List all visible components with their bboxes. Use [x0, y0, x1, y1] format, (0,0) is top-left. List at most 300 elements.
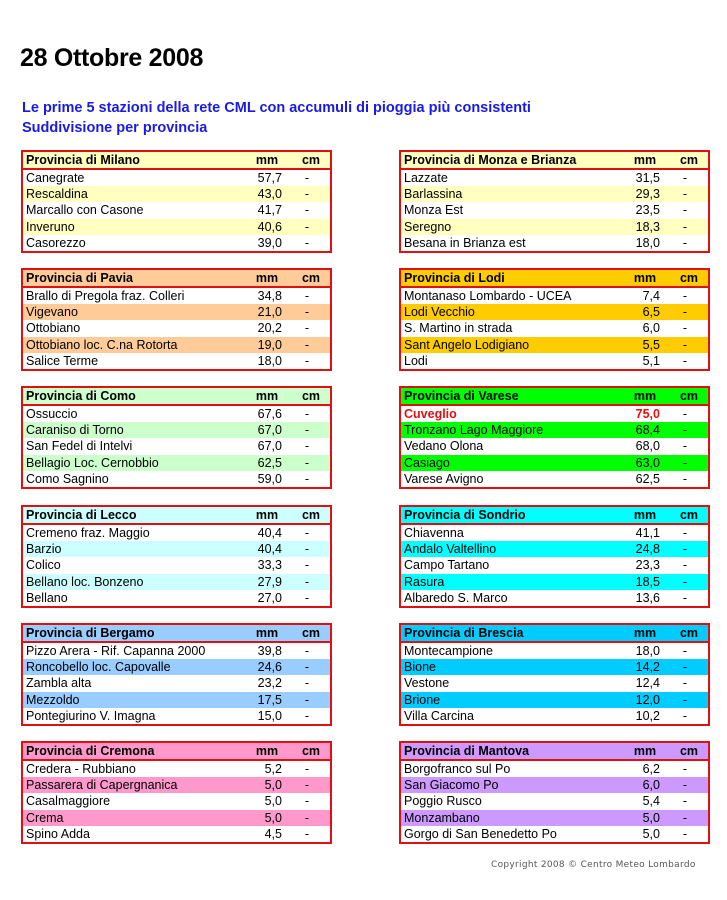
station-rain-mm: 27,9: [257, 574, 282, 589]
station-rain-mm: 41,1: [635, 525, 660, 540]
station-rain-mm: 12,4: [635, 676, 660, 691]
column-header-mm: mm: [633, 508, 657, 522]
station-name: Como Sagnino: [26, 472, 109, 487]
station-snow-cm: -: [304, 337, 310, 352]
station-rain-mm: 39,0: [257, 236, 282, 251]
station-row: [401, 170, 708, 186]
station-rain-mm: 40,4: [257, 525, 282, 540]
station-name: Bellano loc. Bonzeno: [26, 574, 144, 589]
province-name: Provincia di Como: [26, 389, 136, 403]
station-rain-mm: 6,5: [642, 304, 660, 319]
station-rain-mm: 5,0: [642, 810, 660, 825]
station-rain-mm: 5,2: [264, 761, 282, 776]
station-rain-mm: 40,6: [257, 219, 282, 234]
station-rain-mm: 24,6: [257, 659, 282, 674]
column-header-cm: cm: [301, 153, 321, 167]
station-row: [401, 761, 708, 777]
station-row: [23, 826, 330, 842]
station-rain-mm: 41,7: [257, 203, 282, 218]
station-row: [23, 288, 330, 304]
station-name: Albaredo S. Marco: [404, 591, 508, 606]
station-name: Ottobiano: [26, 321, 81, 336]
station-rain-mm: 62,5: [635, 472, 660, 487]
station-name: Pontegiurino V. Imagna: [26, 709, 156, 724]
column-header-mm: mm: [255, 271, 279, 285]
column-header-mm: mm: [255, 626, 279, 640]
station-name: Gorgo di San Benedetto Po: [404, 827, 557, 842]
station-snow-cm: -: [304, 558, 310, 573]
station-name: Cuveglio: [404, 406, 457, 421]
station-row: [23, 471, 330, 487]
province-header: [23, 270, 330, 288]
column-header-cm: cm: [679, 389, 699, 403]
station-snow-cm: -: [304, 827, 310, 842]
station-snow-cm: -: [682, 541, 688, 556]
station-name: Chiavenna: [404, 525, 464, 540]
copyright-notice: Copyright 2008 © Centro Meteo Lombardo: [491, 860, 696, 870]
station-row: [23, 692, 330, 708]
station-name: Rasura: [404, 574, 445, 589]
station-rain-mm: 67,0: [257, 439, 282, 454]
station-row: [401, 675, 708, 691]
station-name: Zambla alta: [26, 676, 92, 691]
station-row: [401, 438, 708, 454]
station-rain-mm: 7,4: [642, 288, 660, 303]
station-row: [401, 590, 708, 606]
station-name: Passarera di Capergnanica: [26, 777, 178, 792]
province-header: [401, 743, 708, 761]
province-header: [23, 625, 330, 643]
province-name: Provincia di Monza e Brianza: [404, 153, 577, 167]
station-snow-cm: -: [304, 810, 310, 825]
column-header-cm: cm: [301, 508, 321, 522]
station-rain-mm: 62,5: [257, 455, 282, 470]
station-rain-mm: 5,0: [264, 794, 282, 809]
province-table-lodi: [399, 268, 710, 371]
station-snow-cm: -: [304, 422, 310, 437]
station-rain-mm: 59,0: [257, 472, 282, 487]
station-row: [23, 525, 330, 541]
station-snow-cm: -: [304, 203, 310, 218]
province-table-mantova: [399, 741, 710, 844]
station-rain-mm: 4,5: [264, 827, 282, 842]
station-row: [23, 202, 330, 218]
station-snow-cm: -: [304, 709, 310, 724]
station-snow-cm: -: [682, 304, 688, 319]
station-rain-mm: 40,4: [257, 541, 282, 556]
station-name: Rescaldina: [26, 186, 88, 201]
station-snow-cm: -: [682, 203, 688, 218]
station-name: Vestone: [404, 676, 450, 691]
station-snow-cm: -: [304, 219, 310, 234]
station-snow-cm: -: [682, 337, 688, 352]
station-snow-cm: -: [682, 643, 688, 658]
province-header: [23, 152, 330, 170]
station-rain-mm: 5,0: [264, 777, 282, 792]
station-row: [23, 320, 330, 336]
station-rain-mm: 18,3: [635, 219, 660, 234]
column-header-mm: mm: [633, 389, 657, 403]
station-row: [23, 170, 330, 186]
station-name: Marcallo con Casone: [26, 203, 144, 218]
station-rain-mm: 15,0: [257, 709, 282, 724]
station-snow-cm: -: [304, 777, 310, 792]
station-rain-mm: 29,3: [635, 186, 660, 201]
station-rain-mm: 18,0: [635, 643, 660, 658]
station-name: Casiago: [404, 455, 450, 470]
station-name: Barzio: [26, 541, 62, 556]
station-row: [23, 708, 330, 724]
column-header-cm: cm: [679, 626, 699, 640]
station-snow-cm: -: [304, 761, 310, 776]
station-rain-mm: 5,0: [642, 827, 660, 842]
station-row: [401, 288, 708, 304]
station-name: Andalo Valtellino: [404, 541, 497, 556]
station-row: [401, 235, 708, 251]
station-rain-mm: 75,0: [635, 406, 660, 421]
station-name: Ossuccio: [26, 406, 78, 421]
station-snow-cm: -: [304, 288, 310, 303]
station-snow-cm: -: [304, 591, 310, 606]
province-name: Provincia di Milano: [26, 153, 140, 167]
station-name: Montanaso Lombardo - UCEA: [404, 288, 572, 303]
station-name: S. Martino in strada: [404, 321, 513, 336]
station-row: [23, 574, 330, 590]
province-name: Provincia di Varese: [404, 389, 519, 403]
column-header-cm: cm: [679, 153, 699, 167]
station-snow-cm: -: [682, 659, 688, 674]
station-row: [23, 777, 330, 793]
province-header: [401, 625, 708, 643]
province-table-pavia: [21, 268, 332, 371]
province-header: [23, 507, 330, 525]
station-rain-mm: 6,0: [642, 777, 660, 792]
province-name: Provincia di Cremona: [26, 744, 155, 758]
station-row: [23, 659, 330, 675]
station-snow-cm: -: [304, 321, 310, 336]
station-snow-cm: -: [304, 406, 310, 421]
station-rain-mm: 14,2: [635, 659, 660, 674]
province-name: Provincia di Brescia: [404, 626, 524, 640]
station-rain-mm: 63,0: [635, 455, 660, 470]
station-name: Inveruno: [26, 219, 75, 234]
station-snow-cm: -: [304, 541, 310, 556]
province-table-lecco: [21, 505, 332, 608]
province-header: [23, 388, 330, 406]
column-header-mm: mm: [633, 153, 657, 167]
station-snow-cm: -: [682, 777, 688, 792]
station-name: Roncobello loc. Capovalle: [26, 659, 171, 674]
station-rain-mm: 5,1: [642, 354, 660, 369]
station-name: Bione: [404, 659, 436, 674]
station-name: Brallo di Pregola fraz. Colleri: [26, 288, 185, 303]
station-name: Vigevano: [26, 304, 78, 319]
station-row: [401, 455, 708, 471]
station-row: [401, 525, 708, 541]
station-name: Barlassina: [404, 186, 463, 201]
column-header-cm: cm: [301, 744, 321, 758]
station-row: [401, 320, 708, 336]
province-table-bergamo: [21, 623, 332, 726]
station-snow-cm: -: [304, 236, 310, 251]
province-table-milano: [21, 150, 332, 253]
station-row: [401, 186, 708, 202]
column-header-cm: cm: [301, 626, 321, 640]
station-name: Campo Tartano: [404, 558, 490, 573]
province-header: [401, 270, 708, 288]
station-name: Caraniso di Torno: [26, 422, 124, 437]
column-header-mm: mm: [255, 508, 279, 522]
station-snow-cm: -: [304, 304, 310, 319]
station-snow-cm: -: [682, 591, 688, 606]
station-name: Varese Avigno: [404, 472, 484, 487]
page-title: 28 Ottobre 2008: [20, 44, 204, 72]
station-row: [23, 353, 330, 369]
station-snow-cm: -: [304, 643, 310, 658]
station-snow-cm: -: [682, 827, 688, 842]
province-name: Provincia di Sondrio: [404, 508, 526, 522]
province-header: [401, 152, 708, 170]
station-name: Villa Carcina: [404, 709, 474, 724]
station-row: [23, 541, 330, 557]
province-table-sondrio: [399, 505, 710, 608]
station-row: [23, 337, 330, 353]
station-rain-mm: 21,0: [257, 304, 282, 319]
station-name: Cremeno fraz. Maggio: [26, 525, 150, 540]
station-name: Poggio Rusco: [404, 794, 482, 809]
station-name: Salice Terme: [26, 354, 99, 369]
station-snow-cm: -: [304, 186, 310, 201]
province-name: Provincia di Pavia: [26, 271, 133, 285]
station-name: Spino Adda: [26, 827, 90, 842]
station-name: Monzambano: [404, 810, 480, 825]
station-snow-cm: -: [682, 761, 688, 776]
station-snow-cm: -: [304, 659, 310, 674]
station-name: Monza Est: [404, 203, 464, 218]
station-name: San Giacomo Po: [404, 777, 499, 792]
station-rain-mm: 57,7: [257, 170, 282, 185]
subtitle-secondary: Suddivisione per provincia: [22, 120, 208, 136]
station-row: [23, 643, 330, 659]
station-name: Bellano: [26, 591, 68, 606]
station-name: Lazzate: [404, 170, 448, 185]
station-rain-mm: 12,0: [635, 692, 660, 707]
column-header-mm: mm: [633, 271, 657, 285]
column-header-cm: cm: [679, 744, 699, 758]
station-rain-mm: 6,2: [642, 761, 660, 776]
station-snow-cm: -: [304, 455, 310, 470]
station-snow-cm: -: [682, 472, 688, 487]
station-rain-mm: 5,5: [642, 337, 660, 352]
station-snow-cm: -: [682, 709, 688, 724]
station-rain-mm: 23,5: [635, 203, 660, 218]
station-snow-cm: -: [682, 354, 688, 369]
province-header: [401, 507, 708, 525]
province-name: Provincia di Mantova: [404, 744, 530, 758]
station-rain-mm: 34,8: [257, 288, 282, 303]
station-row: [23, 304, 330, 320]
station-rain-mm: 31,5: [635, 170, 660, 185]
column-header-mm: mm: [633, 626, 657, 640]
station-name: Montecampione: [404, 643, 493, 658]
station-rain-mm: 18,5: [635, 574, 660, 589]
province-table-monza: [399, 150, 710, 253]
station-snow-cm: -: [682, 692, 688, 707]
station-snow-cm: -: [304, 439, 310, 454]
station-rain-mm: 24,8: [635, 541, 660, 556]
station-row: [401, 557, 708, 573]
station-snow-cm: -: [682, 186, 688, 201]
station-row: [23, 557, 330, 573]
station-rain-mm: 10,2: [635, 709, 660, 724]
station-row: [401, 304, 708, 320]
station-name: Canegrate: [26, 170, 85, 185]
column-header-mm: mm: [255, 389, 279, 403]
station-row: [401, 219, 708, 235]
station-rain-mm: 6,0: [642, 321, 660, 336]
column-header-cm: cm: [679, 508, 699, 522]
station-snow-cm: -: [304, 692, 310, 707]
column-header-cm: cm: [301, 389, 321, 403]
station-snow-cm: -: [682, 676, 688, 691]
station-snow-cm: -: [682, 288, 688, 303]
station-snow-cm: -: [304, 676, 310, 691]
station-name: Vedano Olona: [404, 439, 484, 454]
station-snow-cm: -: [682, 219, 688, 234]
station-row: [23, 186, 330, 202]
station-snow-cm: -: [682, 558, 688, 573]
station-row: [401, 810, 708, 826]
station-rain-mm: 27,0: [257, 591, 282, 606]
station-row: [401, 471, 708, 487]
station-row: [401, 406, 708, 422]
station-name: Crema: [26, 810, 64, 825]
station-row: [23, 793, 330, 809]
station-snow-cm: -: [682, 236, 688, 251]
station-rain-mm: 68,4: [635, 422, 660, 437]
station-row: [401, 337, 708, 353]
station-name: Mezzoldo: [26, 692, 80, 707]
station-row: [23, 810, 330, 826]
station-snow-cm: -: [682, 406, 688, 421]
province-header: [23, 743, 330, 761]
station-row: [401, 708, 708, 724]
station-row: [23, 761, 330, 777]
station-name: Credera - Rubbiano: [26, 761, 136, 776]
station-rain-mm: 33,3: [257, 558, 282, 573]
station-row: [23, 590, 330, 606]
station-name: San Fedel di Intelvi: [26, 439, 133, 454]
station-snow-cm: -: [682, 321, 688, 336]
station-row: [23, 438, 330, 454]
column-header-mm: mm: [255, 744, 279, 758]
province-name: Provincia di Lodi: [404, 271, 505, 285]
station-snow-cm: -: [682, 422, 688, 437]
station-snow-cm: -: [682, 525, 688, 540]
station-name: Seregno: [404, 219, 452, 234]
column-header-mm: mm: [255, 153, 279, 167]
station-snow-cm: -: [682, 170, 688, 185]
station-rain-mm: 5,0: [264, 810, 282, 825]
station-row: [401, 202, 708, 218]
station-name: Lodi Vecchio: [404, 304, 475, 319]
column-header-mm: mm: [633, 744, 657, 758]
station-name: Sant Angelo Lodigiano: [404, 337, 530, 352]
station-rain-mm: 23,3: [635, 558, 660, 573]
station-snow-cm: -: [304, 472, 310, 487]
province-table-cremona: [21, 741, 332, 844]
station-rain-mm: 67,6: [257, 406, 282, 421]
station-row: [401, 692, 708, 708]
station-row: [23, 675, 330, 691]
station-name: Bellagio Loc. Cernobbio: [26, 455, 159, 470]
station-row: [401, 643, 708, 659]
station-row: [401, 541, 708, 557]
station-rain-mm: 39,8: [257, 643, 282, 658]
station-row: [401, 826, 708, 842]
station-row: [23, 235, 330, 251]
station-row: [23, 219, 330, 235]
station-row: [401, 353, 708, 369]
province-name: Provincia di Lecco: [26, 508, 137, 522]
station-name: Borgofranco sul Po: [404, 761, 511, 776]
station-snow-cm: -: [304, 170, 310, 185]
station-snow-cm: -: [682, 455, 688, 470]
station-name: Ottobiano loc. C.na Rotorta: [26, 337, 178, 352]
station-name: Casalmaggiore: [26, 794, 111, 809]
province-name: Provincia di Bergamo: [26, 626, 155, 640]
station-rain-mm: 18,0: [635, 236, 660, 251]
station-rain-mm: 23,2: [257, 676, 282, 691]
station-rain-mm: 20,2: [257, 321, 282, 336]
station-snow-cm: -: [304, 354, 310, 369]
station-name: Lodi: [404, 354, 428, 369]
station-row: [401, 777, 708, 793]
station-name: Colico: [26, 558, 61, 573]
station-row: [23, 422, 330, 438]
station-snow-cm: -: [304, 525, 310, 540]
station-rain-mm: 13,6: [635, 591, 660, 606]
station-row: [401, 659, 708, 675]
province-header: [401, 388, 708, 406]
station-snow-cm: -: [682, 810, 688, 825]
station-row: [23, 406, 330, 422]
station-name: Tronzano Lago Maggiore: [404, 422, 544, 437]
station-name: Casorezzo: [26, 236, 86, 251]
station-rain-mm: 5,4: [642, 794, 660, 809]
station-row: [401, 422, 708, 438]
subtitle-main: Le prime 5 stazioni della rete CML con accumuli di pioggia più consistenti: [22, 100, 531, 116]
station-snow-cm: -: [304, 794, 310, 809]
station-rain-mm: 17,5: [257, 692, 282, 707]
province-table-varese: [399, 386, 710, 489]
province-table-como: [21, 386, 332, 489]
station-snow-cm: -: [682, 794, 688, 809]
station-snow-cm: -: [304, 574, 310, 589]
station-rain-mm: 18,0: [257, 354, 282, 369]
station-row: [401, 574, 708, 590]
station-name: Pizzo Arera - Rif. Capanna 2000: [26, 643, 206, 658]
station-snow-cm: -: [682, 574, 688, 589]
column-header-cm: cm: [301, 271, 321, 285]
station-row: [401, 793, 708, 809]
column-header-cm: cm: [679, 271, 699, 285]
province-table-brescia: [399, 623, 710, 726]
station-rain-mm: 67,0: [257, 422, 282, 437]
station-rain-mm: 43,0: [257, 186, 282, 201]
station-name: Besana in Brianza est: [404, 236, 526, 251]
station-snow-cm: -: [682, 439, 688, 454]
